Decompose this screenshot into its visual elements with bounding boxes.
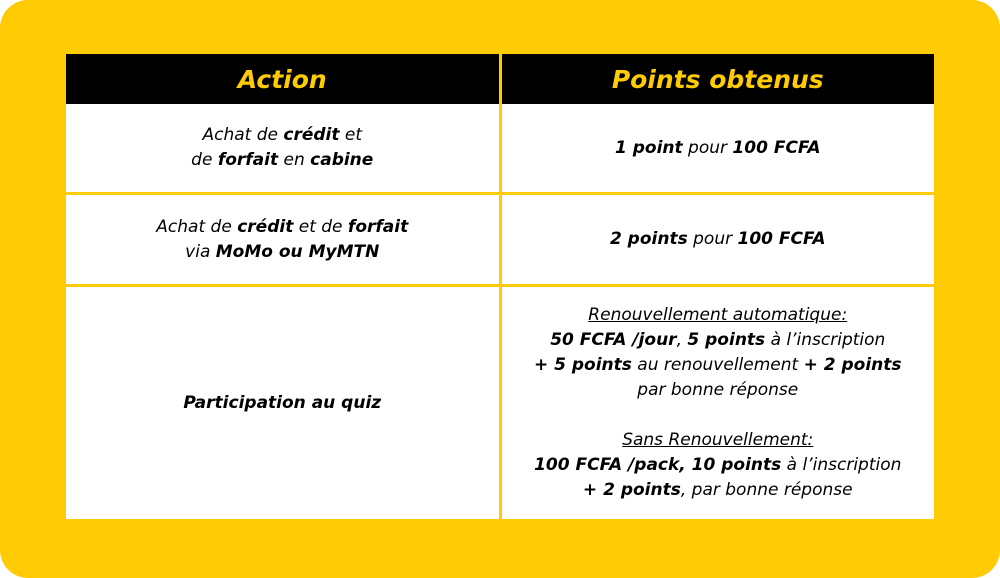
points-table — [66, 54, 934, 519]
auto-renewal-line: par bonne réponse — [637, 380, 799, 400]
points-cell-quiz — [500, 286, 934, 520]
action-line: via MoMo ou MyMTN — [185, 241, 380, 262]
table-row — [66, 194, 934, 286]
auto-renewal-line: + 5 points au renouvellement + 2 points — [533, 355, 902, 375]
header-action: Action — [66, 54, 500, 104]
action-cell-quiz: Participation au quiz — [66, 286, 500, 520]
action-line: Achat de crédit et — [202, 125, 363, 145]
points-cell-momo: 2 points pour 100 FCFA — [500, 194, 934, 286]
no-renewal-line: 100 FCFA /pack, 10 points à l’inscription — [534, 455, 902, 475]
action-line: de forfait en cabine — [191, 150, 374, 170]
points-cell-cabine: 1 point pour 100 FCFA — [500, 104, 934, 194]
header-points: Points obtenus — [500, 54, 934, 104]
no-renewal-line: + 2 points, par bonne réponse — [582, 480, 853, 500]
action-cell-cabine — [66, 104, 500, 194]
table-row — [66, 104, 934, 194]
table-row — [66, 286, 934, 520]
action-line: Achat de crédit et de forfait — [156, 216, 409, 237]
auto-renewal-line: 50 FCFA /jour, 5 points à l’inscription — [550, 330, 886, 350]
auto-renewal-title: Renouvellement automatique: — [588, 305, 848, 325]
no-renewal-title: Sans Renouvellement: — [622, 430, 814, 450]
header-row — [66, 54, 934, 104]
action-cell-momo — [66, 194, 500, 286]
